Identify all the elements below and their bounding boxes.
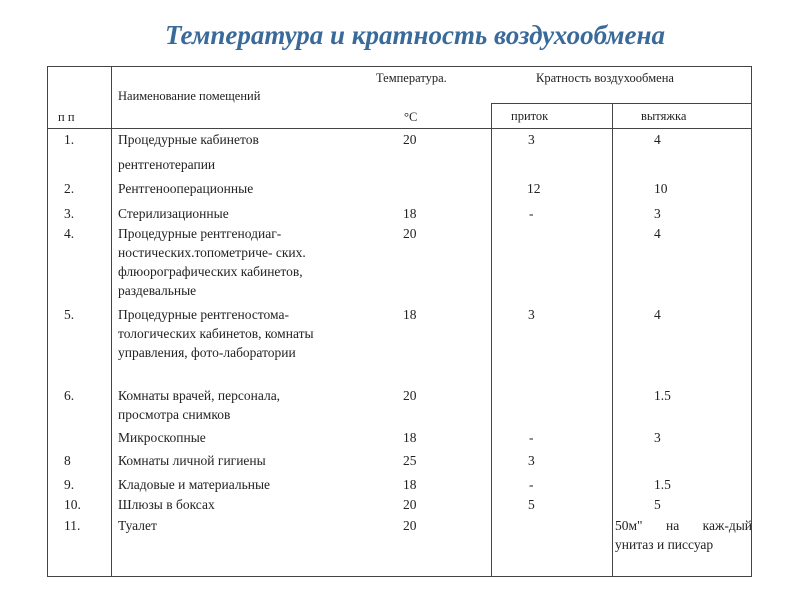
row-9-temp: 18 (403, 477, 417, 492)
row-11-exhaust-line-1: 50м" на каж-дый (615, 518, 752, 533)
row-2-name: Рентгенооперационные (118, 181, 254, 196)
row-10-inflow: 5 (528, 497, 535, 512)
column-divider-2 (491, 103, 492, 576)
row-1-inflow: 3 (528, 132, 535, 147)
row-5-inflow: 3 (528, 307, 535, 322)
header-sub-divider (491, 103, 751, 104)
row-1-name-line-1: Процедурные кабинетов (118, 132, 259, 147)
row-2-exhaust: 10 (654, 181, 668, 196)
row-5-name-line-1: Процедурные рентгеностома- (118, 307, 289, 322)
header-temp: Температура. (376, 71, 447, 85)
row-4-name-line-1: Процедурные рентгенодиаг- (118, 226, 282, 241)
row-5-name-line-3: управления, фото-лаборатории (118, 345, 296, 360)
row-2-inflow: 12 (527, 181, 541, 196)
column-divider-3 (612, 103, 613, 576)
row-1-temp: 20 (403, 132, 417, 147)
row-1-num: 1. (64, 132, 75, 147)
row-8-num: 8 (64, 453, 71, 468)
row-4-temp: 20 (403, 226, 417, 241)
row-3-inflow: - (529, 206, 534, 221)
row-7-temp: 18 (403, 430, 417, 445)
row-6-name-line-2: просмотра снимков (118, 407, 231, 422)
header-inflow: приток (511, 109, 549, 123)
row-4-num: 4. (64, 226, 75, 241)
row-4-exhaust: 4 (654, 226, 661, 241)
row-11-num: 11. (64, 518, 81, 533)
row-9-name: Кладовые и материальные (118, 477, 271, 492)
row-11-name: Туалет (118, 518, 157, 533)
row-1-name-line-2: рентгенотерапии (118, 157, 216, 172)
row-5-temp: 18 (403, 307, 417, 322)
row-10-temp: 20 (403, 497, 417, 512)
row-3-num: 3. (64, 206, 75, 221)
row-5-num: 5. (64, 307, 75, 322)
row-4-name-line-2: ностических.топометриче- ских. (118, 245, 306, 260)
row-5-name-line-2: тологических кабинетов, комнаты (118, 326, 314, 341)
row-6-exhaust: 1.5 (654, 388, 671, 403)
row-10-name: Шлюзы в боксах (118, 497, 215, 512)
row-11-temp: 20 (403, 518, 417, 533)
row-8-name: Комнаты личной гигиены (118, 453, 266, 468)
row-8-inflow: 3 (528, 453, 535, 468)
row-10-num: 10. (64, 497, 81, 512)
row-3-name: Стерилизационные (118, 206, 229, 221)
row-6-num: 6. (64, 388, 75, 403)
page-title: Температура и кратность воздухообмена (165, 20, 665, 50)
column-divider-1 (111, 67, 112, 576)
header-bottom-divider (48, 128, 751, 129)
row-9-exhaust: 1.5 (654, 477, 671, 492)
row-9-num: 9. (64, 477, 75, 492)
row-7-inflow: - (529, 430, 534, 445)
row-8-temp: 25 (403, 453, 417, 468)
row-11-exhaust-line-2: унитаз и писсуар (615, 537, 714, 552)
row-4-name-line-3: флюорографических кабинетов, (118, 264, 303, 279)
row-10-exhaust: 5 (654, 497, 661, 512)
row-3-exhaust: 3 (654, 206, 661, 221)
row-6-temp: 20 (403, 388, 417, 403)
header-exhaust: вытяжка (641, 109, 687, 123)
row-2-num: 2. (64, 181, 75, 196)
row-9-inflow: - (529, 477, 534, 492)
row-3-temp: 18 (403, 206, 417, 221)
row-7-name: Микроскопные (118, 430, 206, 445)
header-name: Наименование помещений (118, 89, 261, 103)
row-5-exhaust: 4 (654, 307, 661, 322)
row-6-name-line-1: Комнаты врачей, персонала, (118, 388, 281, 403)
data-table (47, 66, 752, 577)
row-1-exhaust: 4 (654, 132, 661, 147)
row-7-exhaust: 3 (654, 430, 661, 445)
header-exchange: Кратность воздухообмена (536, 71, 674, 85)
header-temp-unit: °С (404, 110, 418, 124)
header-num: п п (58, 110, 75, 124)
row-4-name-line-4: раздевальные (118, 283, 197, 298)
